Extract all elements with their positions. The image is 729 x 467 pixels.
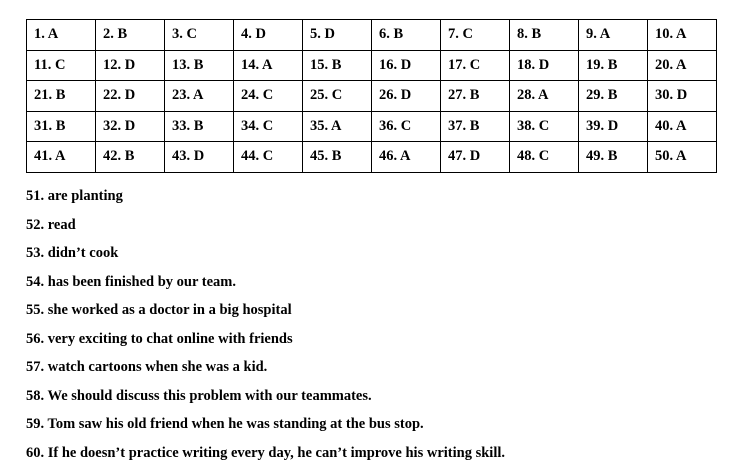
answer-cell: 38. C [510,111,579,142]
answer-cell: 19. B [579,50,648,81]
answer-cell: 31. B [27,111,96,142]
answer-cell: 18. D [510,50,579,81]
answer-cell: 46. A [372,142,441,173]
answer-cell: 50. A [648,142,717,173]
answer-cell: 45. B [303,142,372,173]
list-item: 59. Tom saw his old friend when he was standing at the bus stop. [26,410,505,439]
list-item: 53. didn’t cook [26,239,505,268]
answer-cell: 8. B [510,20,579,51]
answer-cell: 28. A [510,81,579,112]
answer-cell: 24. C [234,81,303,112]
answer-cell: 32. D [96,111,165,142]
answer-cell: 27. B [441,81,510,112]
answer-cell: 22. D [96,81,165,112]
answer-cell: 39. D [579,111,648,142]
answer-cell: 30. D [648,81,717,112]
answer-cell: 34. C [234,111,303,142]
answer-cell: 23. A [165,81,234,112]
answer-cell: 16. D [372,50,441,81]
list-item: 56. very exciting to chat online with friends [26,325,505,354]
answer-cell: 1. A [27,20,96,51]
list-item: 57. watch cartoons when she was a kid. [26,353,505,382]
answer-cell: 41. A [27,142,96,173]
answer-cell: 42. B [96,142,165,173]
answer-cell: 48. C [510,142,579,173]
list-item: 55. she worked as a doctor in a big hospital [26,296,505,325]
answer-cell: 44. C [234,142,303,173]
answer-cell: 20. A [648,50,717,81]
answer-cell: 9. A [579,20,648,51]
answer-cell: 35. A [303,111,372,142]
answer-cell: 14. A [234,50,303,81]
answer-cell: 15. B [303,50,372,81]
answer-cell: 47. D [441,142,510,173]
answer-cell: 4. D [234,20,303,51]
answer-cell: 37. B [441,111,510,142]
answer-cell: 17. C [441,50,510,81]
list-item: 60. If he doesn’t practice writing every day, he can’t improve his writing skill. [26,439,505,467]
answer-cell: 40. A [648,111,717,142]
list-item: 51. are planting [26,182,505,211]
answer-cell: 29. B [579,81,648,112]
table-row [27,142,717,173]
table-row [27,50,717,81]
list-item: 52. read [26,211,505,240]
answer-cell: 36. C [372,111,441,142]
table-row [27,81,717,112]
list-item: 54. has been finished by our team. [26,268,505,297]
answer-cell: 5. D [303,20,372,51]
answer-cell: 49. B [579,142,648,173]
answer-cell: 6. B [372,20,441,51]
written-answers-list [26,182,505,467]
answer-cell: 13. B [165,50,234,81]
list-item: 58. We should discuss this problem with our teammates. [26,382,505,411]
answer-cell: 2. B [96,20,165,51]
answer-cell: 26. D [372,81,441,112]
answer-cell: 21. B [27,81,96,112]
answer-key-table [26,19,717,173]
table-row [27,20,717,51]
answer-cell: 12. D [96,50,165,81]
answer-cell: 7. C [441,20,510,51]
answer-cell: 3. C [165,20,234,51]
table-row [27,111,717,142]
answer-cell: 25. C [303,81,372,112]
answer-cell: 43. D [165,142,234,173]
answer-cell: 11. C [27,50,96,81]
answer-cell: 33. B [165,111,234,142]
answer-cell: 10. A [648,20,717,51]
